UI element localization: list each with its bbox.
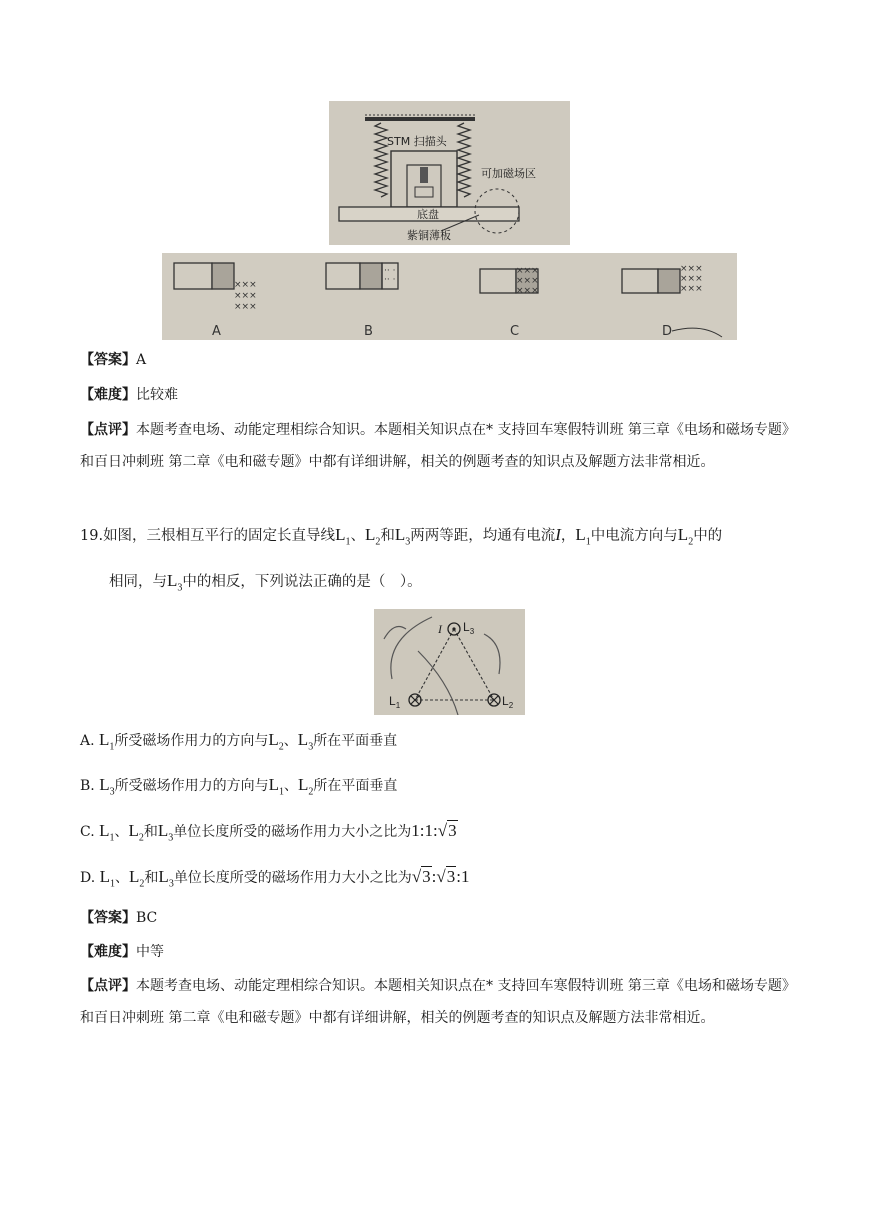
q19-option-a: A. $L_1$所受磁场作用力的方向与$L_2$、$L_3$所在平面垂直 [80, 730, 398, 753]
q19-comment-tag: 【点评】 [80, 978, 136, 994]
q19-option-d: D. $L_1$、$L_2$和$L_3$单位长度所受的磁场作用力大小之比为√3:√3:1 [80, 867, 470, 890]
q19-stem-part-e: ， [560, 528, 576, 544]
label-field-region: 可加磁场区 [481, 167, 536, 180]
magnetic-field-options-figure [162, 253, 737, 340]
options-drawing [162, 253, 737, 340]
q19-stem-part-g: 中的 [693, 528, 723, 544]
q19-difficulty [80, 942, 164, 962]
q18-answer-tag: 【答案】 [80, 352, 136, 368]
stm-apparatus-drawing [329, 101, 570, 245]
symbol-current-i: I [555, 525, 561, 544]
symbol-l2: $L_2$ [364, 525, 381, 548]
q19-stem-line2 [109, 570, 422, 599]
svg-text:×××: ××× [680, 284, 703, 294]
sqrt-symbol: √3 [411, 867, 431, 886]
option-label-b: B [364, 324, 373, 339]
q19-answer [80, 908, 157, 928]
svg-text:×××: ××× [680, 274, 703, 284]
svg-text:×××: ××× [516, 266, 539, 276]
symbol-l2: $L_2$ [677, 525, 694, 548]
svg-text:×××: ××× [680, 264, 703, 274]
q18-difficulty-tag: 【难度】 [80, 387, 136, 403]
q19-stem-part-d: 两两等距，均通有电流 [410, 528, 556, 544]
q19-stem-part-a: 如图，三根相互平行的固定长直导线 [103, 528, 336, 544]
q18-comment-text: 本题考查电场、动能定理相综合知识。本题相关知识点在* 支持回车寒假特训班 第三章《电场和磁场专题》和百日冲刺班 第二章《电和磁专题》中都有详细讲解，相关的例题考查的知识点及解题方法非常相近。 [80, 422, 789, 470]
q18-difficulty [80, 385, 178, 405]
svg-text:×××: ××× [234, 302, 257, 312]
stm-apparatus-figure [329, 101, 570, 245]
q19-stem2-part-b: 中的相反，下列说法正确的是（ ）。 [182, 574, 422, 590]
q19-stem-part-b: 、 [350, 528, 365, 544]
q19-stem2-part-a: 相同，与 [109, 574, 167, 590]
label-stm-probe: STM 扫描头 [387, 135, 447, 148]
fig-label-l1: $L_1$ [389, 694, 401, 710]
three-wires-figure [374, 609, 525, 715]
svg-text:×××: ××× [516, 276, 539, 286]
fig-label-l2: $L_2$ [502, 694, 514, 710]
label-copper-plate: 紫铜薄板 [407, 229, 451, 242]
q18-comment-tag: 【点评】 [80, 422, 136, 438]
q19-answer-value: BC [136, 910, 158, 926]
symbol-l3: $L_3$ [167, 571, 183, 594]
q18-comment [80, 414, 792, 478]
option-label-a: A [212, 324, 221, 339]
q19-comment-text: 本题考查电场、动能定理相综合知识。本题相关知识点在* 支持回车寒假特训班 第三章《电场和磁场专题》和百日冲刺班 第二章《电和磁专题》中都有详细讲解，相关的例题考查的知识点及解题方法非常相近。 [80, 978, 789, 1026]
sqrt-symbol: √3 [437, 821, 457, 840]
fig-label-i: I [438, 622, 442, 636]
q19-stem-part-c: 和 [380, 528, 395, 544]
option-label-c: C [510, 324, 520, 339]
symbol-l1: $L_1$ [575, 525, 591, 548]
label-base: 底盘 [417, 208, 439, 221]
q19-stem-line1 [80, 524, 722, 553]
q19-difficulty-value: 中等 [136, 944, 164, 960]
symbol-l1: $L_1$ [335, 525, 351, 548]
svg-text:×××: ××× [234, 291, 257, 301]
q18-answer-value: A [136, 352, 147, 368]
sqrt-symbol: √3 [436, 867, 456, 886]
symbol-l3: $L_3$ [394, 525, 411, 548]
q18-difficulty-value: 比较难 [136, 387, 178, 403]
q19-answer-tag: 【答案】 [80, 910, 136, 926]
q19-comment [80, 970, 792, 1034]
q19-number: 19. [80, 528, 104, 544]
q18-answer [80, 350, 146, 370]
fig-label-l3: $L_3$ [463, 620, 475, 636]
q19-difficulty-tag: 【难度】 [80, 944, 136, 960]
q19-stem-part-f: 中电流方向与 [590, 528, 678, 544]
q19-option-c: C. $L_1$、$L_2$和$L_3$单位长度所受的磁场作用力大小之比为1:1:√3 [80, 821, 457, 844]
svg-text:×××: ××× [516, 286, 539, 296]
svg-text:×××: ××× [234, 280, 257, 290]
svg-text:·· ·: ·· · [384, 275, 396, 285]
option-label-d: D [662, 324, 673, 339]
three-wires-drawing [374, 609, 525, 715]
q19-option-b: B. $L_3$所受磁场作用力的方向与$L_1$、$L_2$所在平面垂直 [80, 775, 398, 798]
svg-text:·· ·: ·· · [384, 266, 396, 276]
